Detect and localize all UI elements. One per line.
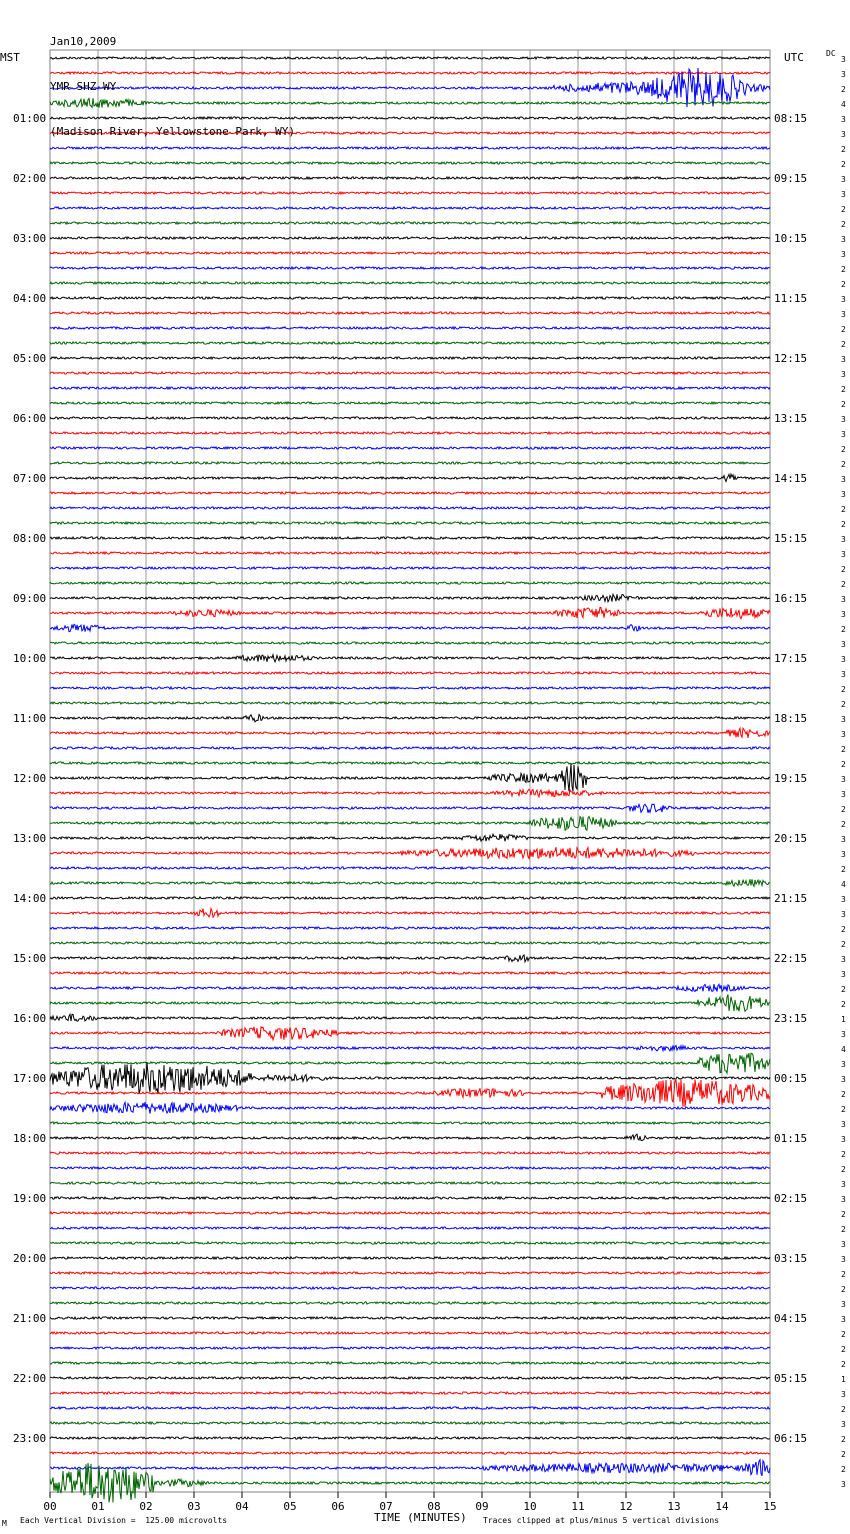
trace-line bbox=[50, 927, 770, 929]
right-hour-label: 13:15 bbox=[774, 412, 808, 425]
left-hour-label: 05:00 bbox=[13, 352, 47, 365]
trace-line bbox=[50, 624, 770, 631]
x-tick-label: 05 bbox=[283, 1500, 297, 1513]
trace-line bbox=[50, 715, 770, 722]
dc-offset-label: 2 bbox=[841, 760, 846, 769]
x-tick-label: 07 bbox=[379, 1500, 393, 1513]
dc-offset-label: 3 bbox=[841, 115, 846, 124]
dc-offset-label: 3 bbox=[841, 130, 846, 139]
trace-line bbox=[50, 162, 770, 164]
trace-line bbox=[50, 567, 770, 569]
dc-offset-label: 3 bbox=[841, 1030, 846, 1039]
trace-line bbox=[50, 607, 770, 618]
trace-line bbox=[50, 764, 770, 792]
dc-offset-label: 2 bbox=[841, 340, 846, 349]
trace-line bbox=[50, 1302, 770, 1304]
x-tick-label: 02 bbox=[139, 1500, 153, 1513]
left-hour-label: 09:00 bbox=[13, 592, 47, 605]
scale-note: Each Vertical Division = 125.00 microvolts bbox=[20, 1516, 228, 1525]
right-hour-label: 20:15 bbox=[774, 832, 808, 845]
dc-offset-label: 3 bbox=[841, 910, 846, 919]
trace-line bbox=[50, 1062, 770, 1093]
trace-line bbox=[50, 492, 770, 494]
dc-offset-label: 2 bbox=[841, 580, 846, 589]
left-hour-label: 03:00 bbox=[13, 232, 47, 245]
dc-offset-label: 3 bbox=[841, 190, 846, 199]
trace-line bbox=[50, 995, 770, 1012]
right-hour-label: 03:15 bbox=[774, 1252, 808, 1265]
dc-offset-label: 3 bbox=[841, 730, 846, 739]
dc-offset-label: 3 bbox=[841, 235, 846, 244]
trace-line bbox=[50, 728, 770, 738]
dc-offset-label: 3 bbox=[841, 1135, 846, 1144]
trace-line bbox=[50, 1053, 770, 1073]
trace-line bbox=[50, 342, 770, 344]
trace-line bbox=[50, 474, 770, 481]
left-hour-label: 06:00 bbox=[13, 412, 47, 425]
dc-offset-label: 3 bbox=[841, 550, 846, 559]
dc-offset-label: 2 bbox=[841, 940, 846, 949]
dc-offset-label: 3 bbox=[841, 1300, 846, 1309]
dc-offset-label: 3 bbox=[841, 415, 846, 424]
trace-line bbox=[50, 879, 770, 886]
dc-offset-label: 3 bbox=[841, 70, 846, 79]
dc-offset-label: 2 bbox=[841, 160, 846, 169]
dc-offset-label: 2 bbox=[841, 445, 846, 454]
x-tick-label: 13 bbox=[667, 1500, 681, 1513]
x-tick-label: 00 bbox=[43, 1500, 57, 1513]
header-station: YMR SHZ WY bbox=[50, 80, 117, 93]
dc-offset-label: 3 bbox=[841, 535, 846, 544]
trace-line bbox=[50, 672, 770, 674]
left-hour-label: 13:00 bbox=[13, 832, 47, 845]
dc-offset-label: 2 bbox=[841, 400, 846, 409]
dc-offset-label: 3 bbox=[841, 295, 846, 304]
trace-line bbox=[50, 447, 770, 449]
dc-offset-label: 2 bbox=[841, 565, 846, 574]
trace-line bbox=[50, 1332, 770, 1334]
dc-offset-label: 3 bbox=[841, 1480, 846, 1489]
dc-offset-label: 2 bbox=[841, 1465, 846, 1474]
trace-line bbox=[50, 327, 770, 329]
dc-offset-label: 2 bbox=[841, 700, 846, 709]
trace-line bbox=[50, 552, 770, 554]
plot-header bbox=[50, 4, 295, 154]
trace-line bbox=[50, 192, 770, 194]
trace-line bbox=[50, 789, 770, 797]
dc-offset-label: 2 bbox=[841, 820, 846, 829]
dc-offset-label: 2 bbox=[841, 1360, 846, 1369]
dc-offset-label: 3 bbox=[841, 670, 846, 679]
trace-line bbox=[50, 1452, 770, 1454]
trace-line bbox=[50, 642, 770, 644]
dc-offset-label: 3 bbox=[841, 1120, 846, 1129]
dc-offset-label: 2 bbox=[841, 205, 846, 214]
dc-offset-label: 3 bbox=[841, 475, 846, 484]
left-hour-label: 15:00 bbox=[13, 952, 47, 965]
trace-line bbox=[50, 1362, 770, 1364]
trace-line bbox=[50, 252, 770, 254]
trace-line bbox=[50, 1287, 770, 1289]
trace-line bbox=[50, 387, 770, 389]
dc-offset-label: 3 bbox=[841, 1180, 846, 1189]
dc-offset-label: 3 bbox=[841, 1315, 846, 1324]
right-hour-label: 11:15 bbox=[774, 292, 808, 305]
dc-offset-label: 2 bbox=[841, 1210, 846, 1219]
trace-line bbox=[50, 402, 770, 404]
left-hour-label: 01:00 bbox=[13, 112, 47, 125]
left-hour-label: 07:00 bbox=[13, 472, 47, 485]
trace-line bbox=[50, 984, 770, 991]
dc-offset-label: 4 bbox=[841, 880, 846, 889]
trace-line bbox=[50, 177, 770, 179]
dc-offset-label: 2 bbox=[841, 625, 846, 634]
trace-line bbox=[50, 207, 770, 209]
trace-line bbox=[50, 687, 770, 689]
dc-offset-label: 2 bbox=[841, 1105, 846, 1114]
dc-offset-label: 1 bbox=[841, 1015, 846, 1024]
trace-line bbox=[50, 1167, 770, 1169]
x-tick-label: 15 bbox=[763, 1500, 777, 1513]
trace-line bbox=[50, 1182, 770, 1184]
dc-label: DC bbox=[826, 49, 836, 58]
trace-line bbox=[50, 222, 770, 224]
trace-line bbox=[50, 594, 770, 602]
x-tick-label: 04 bbox=[235, 1500, 249, 1513]
dc-offset-label: 3 bbox=[841, 1255, 846, 1264]
dc-offset-label: 3 bbox=[841, 250, 846, 259]
right-hour-label: 21:15 bbox=[774, 892, 808, 905]
dc-offset-label: 2 bbox=[841, 805, 846, 814]
clip-note: Traces clipped at plus/minus 5 vertical divisions bbox=[483, 1516, 720, 1525]
dc-offset-label: 3 bbox=[841, 775, 846, 784]
right-hour-label: 16:15 bbox=[774, 592, 808, 605]
dc-offset-label: 2 bbox=[841, 1150, 846, 1159]
right-hour-label: 09:15 bbox=[774, 172, 808, 185]
trace-line bbox=[50, 1197, 770, 1199]
trace-line bbox=[50, 1392, 770, 1394]
right-hour-label: 10:15 bbox=[774, 232, 808, 245]
dc-offset-label: 3 bbox=[841, 1075, 846, 1084]
dc-offset-label: 2 bbox=[841, 85, 846, 94]
trace-line bbox=[50, 955, 770, 962]
dc-offset-label: 2 bbox=[841, 145, 846, 154]
dc-offset-label: 3 bbox=[841, 640, 846, 649]
dc-offset-label: 2 bbox=[841, 745, 846, 754]
trace-line bbox=[50, 655, 770, 662]
trace-line bbox=[50, 747, 770, 749]
left-hour-label: 08:00 bbox=[13, 532, 47, 545]
dc-offset-label: 2 bbox=[841, 220, 846, 229]
right-hour-label: 12:15 bbox=[774, 352, 808, 365]
dc-offset-label: 3 bbox=[841, 955, 846, 964]
trace-line bbox=[50, 847, 770, 858]
dc-offset-label: 3 bbox=[841, 310, 846, 319]
trace-line bbox=[50, 909, 770, 918]
left-hour-label: 18:00 bbox=[13, 1132, 47, 1145]
dc-offset-label: 2 bbox=[841, 505, 846, 514]
left-hour-label: 16:00 bbox=[13, 1012, 47, 1025]
left-timezone-label: MST bbox=[0, 51, 20, 64]
trace-line bbox=[50, 312, 770, 314]
trace-line bbox=[50, 867, 770, 869]
dc-offset-label: 2 bbox=[841, 1435, 846, 1444]
left-hour-label: 17:00 bbox=[13, 1072, 47, 1085]
dc-offset-label: 3 bbox=[841, 610, 846, 619]
trace-line bbox=[50, 357, 770, 359]
dc-offset-label: 2 bbox=[841, 325, 846, 334]
trace-line bbox=[50, 1014, 770, 1021]
trace-line bbox=[50, 537, 770, 539]
right-hour-label: 14:15 bbox=[774, 472, 808, 485]
x-tick-label: 10 bbox=[523, 1500, 537, 1513]
left-hour-label: 04:00 bbox=[13, 292, 47, 305]
dc-offset-label: 2 bbox=[841, 1285, 846, 1294]
right-hour-label: 05:15 bbox=[774, 1372, 808, 1385]
dc-offset-label: 2 bbox=[841, 1330, 846, 1339]
left-hour-label: 23:00 bbox=[13, 1432, 47, 1445]
trace-line bbox=[50, 267, 770, 269]
trace-line bbox=[50, 1347, 770, 1349]
trace-line bbox=[50, 1437, 770, 1439]
trace-line bbox=[50, 297, 770, 299]
dc-offset-label: 4 bbox=[841, 100, 846, 109]
dc-offset-label: 3 bbox=[841, 175, 846, 184]
right-hour-label: 18:15 bbox=[774, 712, 808, 725]
trace-line bbox=[50, 237, 770, 239]
dc-offset-label: 2 bbox=[841, 1000, 846, 1009]
trace-line bbox=[50, 1377, 770, 1379]
dc-offset-label: 2 bbox=[841, 385, 846, 394]
trace-line bbox=[50, 1212, 770, 1214]
trace-line bbox=[50, 1257, 770, 1259]
dc-offset-label: 3 bbox=[841, 1240, 846, 1249]
trace-line bbox=[50, 1317, 770, 1319]
dc-offset-label: 3 bbox=[841, 970, 846, 979]
left-hour-label: 14:00 bbox=[13, 892, 47, 905]
dc-offset-label: 2 bbox=[841, 1405, 846, 1414]
x-axis-title: TIME (MINUTES) bbox=[374, 1511, 467, 1524]
dc-offset-label: 2 bbox=[841, 865, 846, 874]
trace-line bbox=[50, 1152, 770, 1154]
left-hour-label: 12:00 bbox=[13, 772, 47, 785]
dc-offset-label: 3 bbox=[841, 595, 846, 604]
dc-offset-label: 3 bbox=[841, 835, 846, 844]
trace-line bbox=[50, 762, 770, 764]
trace-line bbox=[50, 1407, 770, 1409]
left-hour-label: 21:00 bbox=[13, 1312, 47, 1325]
trace-line bbox=[50, 372, 770, 374]
right-hour-label: 22:15 bbox=[774, 952, 808, 965]
right-hour-label: 00:15 bbox=[774, 1072, 808, 1085]
right-hour-label: 17:15 bbox=[774, 652, 808, 665]
x-tick-label: 09 bbox=[475, 1500, 489, 1513]
x-tick-label: 14 bbox=[715, 1500, 729, 1513]
dc-offset-label: 3 bbox=[841, 55, 846, 64]
trace-line bbox=[50, 804, 770, 813]
dc-offset-label: 2 bbox=[841, 1165, 846, 1174]
trace-line bbox=[50, 897, 770, 899]
x-tick-label: 08 bbox=[427, 1500, 441, 1513]
dc-offset-label: 1 bbox=[841, 1375, 846, 1384]
dc-offset-label: 2 bbox=[841, 1345, 846, 1354]
left-hour-label: 10:00 bbox=[13, 652, 47, 665]
trace-line bbox=[50, 462, 770, 464]
header-location: (Madison River, Yellowstone Park, WY) bbox=[50, 125, 296, 138]
trace-line bbox=[50, 1242, 770, 1244]
dc-offset-label: 3 bbox=[841, 370, 846, 379]
dc-offset-label: 3 bbox=[841, 655, 846, 664]
dc-offset-label: 2 bbox=[841, 460, 846, 469]
dc-offset-label: 3 bbox=[841, 895, 846, 904]
dc-offset-label: 3 bbox=[841, 715, 846, 724]
dc-offset-label: 3 bbox=[841, 355, 846, 364]
dc-offset-label: 2 bbox=[841, 925, 846, 934]
dc-offset-label: 3 bbox=[841, 1390, 846, 1399]
dc-offset-label: 3 bbox=[841, 490, 846, 499]
dc-offset-label: 2 bbox=[841, 985, 846, 994]
dc-offset-label: 2 bbox=[841, 1090, 846, 1099]
header-date: Jan10,2009 bbox=[50, 35, 117, 48]
dc-offset-label: 3 bbox=[841, 850, 846, 859]
left-hour-label: 19:00 bbox=[13, 1192, 47, 1205]
corner-mark: M bbox=[2, 1519, 7, 1528]
dc-offset-label: 3 bbox=[841, 430, 846, 439]
plot-frame bbox=[50, 50, 770, 1492]
x-tick-label: 11 bbox=[571, 1500, 585, 1513]
trace-line bbox=[50, 1227, 770, 1229]
trace-line bbox=[50, 1134, 770, 1140]
dc-offset-label: 3 bbox=[841, 1060, 846, 1069]
right-hour-label: 02:15 bbox=[774, 1192, 808, 1205]
left-hour-label: 22:00 bbox=[13, 1372, 47, 1385]
right-hour-label: 06:15 bbox=[774, 1432, 808, 1445]
trace-line bbox=[50, 1046, 770, 1051]
trace-line bbox=[50, 582, 770, 584]
right-hour-label: 08:15 bbox=[774, 112, 808, 125]
x-tick-label: 06 bbox=[331, 1500, 345, 1513]
dc-offset-label: 3 bbox=[841, 790, 846, 799]
left-hour-label: 11:00 bbox=[13, 712, 47, 725]
right-hour-label: 23:15 bbox=[774, 1012, 808, 1025]
right-hour-label: 19:15 bbox=[774, 772, 808, 785]
dc-offset-label: 2 bbox=[841, 1450, 846, 1459]
dc-offset-label: 3 bbox=[841, 1420, 846, 1429]
trace-line bbox=[50, 432, 770, 434]
trace-line bbox=[50, 1460, 770, 1476]
trace-line bbox=[50, 522, 770, 524]
trace-line bbox=[50, 817, 770, 831]
left-hour-label: 20:00 bbox=[13, 1252, 47, 1265]
trace-line bbox=[50, 702, 770, 704]
dc-offset-label: 2 bbox=[841, 1225, 846, 1234]
trace-line bbox=[50, 1102, 770, 1113]
x-tick-label: 03 bbox=[187, 1500, 201, 1513]
trace-line bbox=[50, 1027, 770, 1040]
trace-line bbox=[50, 1122, 770, 1124]
right-timezone-label: UTC bbox=[784, 51, 804, 64]
right-hour-label: 01:15 bbox=[774, 1132, 808, 1145]
dc-offset-label: 2 bbox=[841, 520, 846, 529]
x-tick-label: 01 bbox=[91, 1500, 105, 1513]
dc-offset-label: 4 bbox=[841, 1045, 846, 1054]
dc-offset-label: 2 bbox=[841, 685, 846, 694]
right-hour-label: 04:15 bbox=[774, 1312, 808, 1325]
trace-line bbox=[50, 507, 770, 509]
left-hour-label: 02:00 bbox=[13, 172, 47, 185]
right-hour-label: 15:15 bbox=[774, 532, 808, 545]
trace-line bbox=[50, 282, 770, 284]
x-tick-label: 12 bbox=[619, 1500, 633, 1513]
trace-line bbox=[50, 834, 770, 841]
dc-offset-label: 2 bbox=[841, 1270, 846, 1279]
dc-offset-label: 3 bbox=[841, 1195, 846, 1204]
trace-line bbox=[50, 417, 770, 419]
trace-line bbox=[50, 972, 770, 974]
dc-offset-label: 2 bbox=[841, 280, 846, 289]
trace-line bbox=[50, 1422, 770, 1424]
trace-line bbox=[50, 942, 770, 944]
trace-line bbox=[50, 1272, 770, 1274]
dc-offset-label: 2 bbox=[841, 265, 846, 274]
